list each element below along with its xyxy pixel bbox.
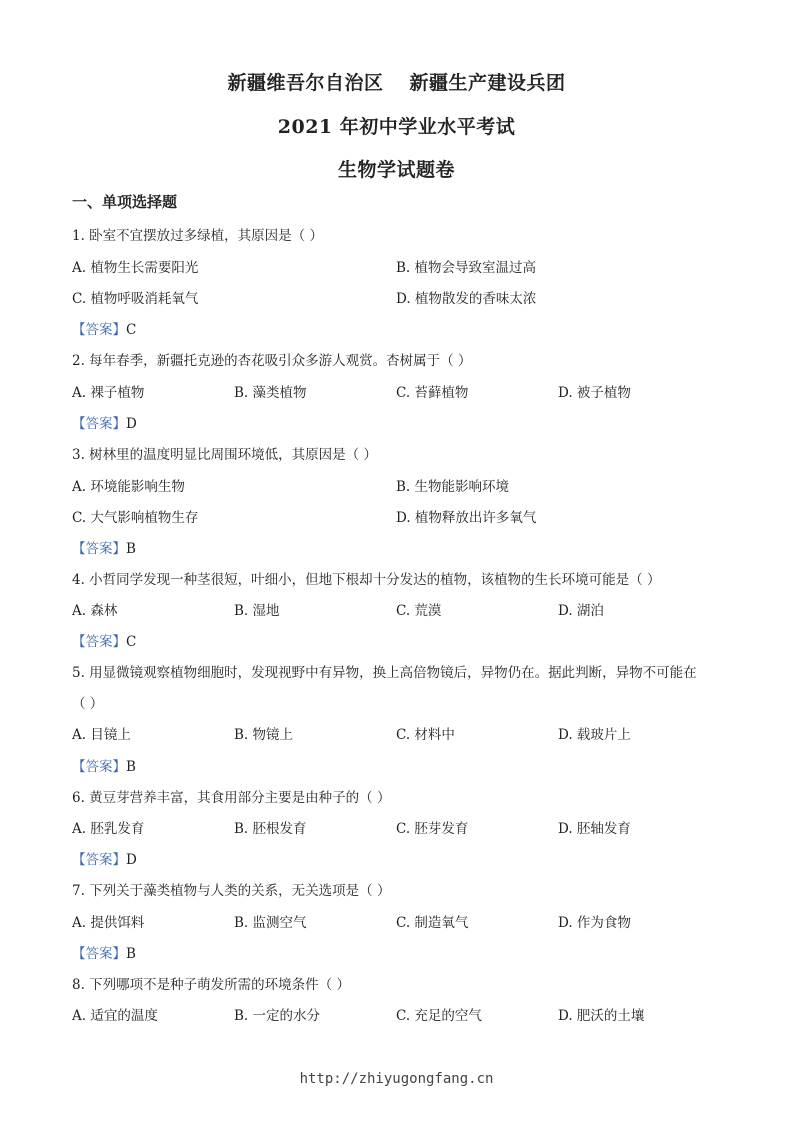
question-stem: 4. 小哲同学发现一种茎很短，叶细小，但地下根却十分发达的植物，该植物的生长环境可能是（ ） [72,572,661,588]
answer-line [72,755,136,775]
answer-tag: 【答案】 [72,946,126,962]
option-d: D. 载玻片上 [558,727,631,743]
question-stem: 2. 每年春季，新疆托克逊的杏花吸引众多游人观赏。杏树属于（ ） [72,353,472,369]
title-region [0,68,793,95]
option-c: C. 胚芽发育 [396,821,469,837]
option-c: C. 充足的空气 [396,1008,482,1024]
question-stem: 3. 树林里的温度明显比周围环境低，其原因是（ ） [72,447,377,463]
question-stem: 5. 用显微镜观察植物细胞时，发现视野中有异物，换上高倍物镜后，异物仍在。据此判断，异物不可能在 [72,665,697,681]
option-a: A. 环境能影响生物 [72,479,185,495]
option-d: D. 肥沃的土壤 [558,1008,645,1024]
answer-line [72,412,137,432]
option-d: D. 被子植物 [558,385,631,401]
option-a: A. 胚乳发育 [72,821,145,837]
question-stem: 1. 卧室不宜摆放过多绿植，其原因是（ ） [72,228,323,244]
option-b: B. 监测空气 [234,915,307,931]
option-a: A. 裸子植物 [72,385,145,401]
option-b: B. 湿地 [234,603,280,619]
option-d: D. 植物释放出许多氧气 [396,510,537,526]
answer-tag: 【答案】 [72,634,126,650]
answer-value: C [126,634,137,650]
question-stem: 6. 黄豆芽营养丰富，其食用部分主要是由种子的（ ） [72,790,391,806]
option-c: C. 荒漠 [396,603,442,619]
footer-url[interactable]: http://zhiyugongfang.cn [299,1071,494,1087]
option-c: C. 植物呼吸消耗氧气 [72,291,199,307]
option-a: A. 适宜的温度 [72,1008,158,1024]
option-a: A. 森林 [72,603,118,619]
answer-line [72,942,136,962]
option-a: A. 提供饵料 [72,915,145,931]
answer-value: C [126,322,137,338]
question-stem: 8. 下列哪项不是种子萌发所需的环境条件（ ） [72,977,350,993]
option-b: B. 植物会导致室温过高 [396,260,537,276]
title-subject: 生物学试题卷 [337,159,455,181]
option-d: D. 植物散发的香味太浓 [396,291,537,307]
answer-value: B [126,759,136,775]
answer-line [72,848,137,868]
option-c: C. 大气影响植物生存 [72,510,199,526]
answer-tag: 【答案】 [72,852,126,868]
option-c: C. 苔藓植物 [396,385,469,401]
option-b: B. 藻类植物 [234,385,307,401]
question-stem: 7. 下列关于藻类植物与人类的关系，无关选项是（ ） [72,883,391,899]
option-a: A. 植物生长需要阳光 [72,260,199,276]
answer-tag: 【答案】 [72,322,126,338]
section-heading: 一、单项选择题 [72,193,178,211]
title-region-a: 新疆维吾尔自治区 [227,72,384,94]
answer-line [72,630,136,650]
option-b: B. 物镜上 [234,727,294,743]
title-region-b: 新疆生产建设兵团 [409,72,566,94]
answer-value: B [126,946,136,962]
answer-value: D [126,416,137,432]
answer-tag: 【答案】 [72,541,126,557]
option-d: D. 作为食物 [558,915,631,931]
option-b: B. 生物能影响环境 [396,479,510,495]
answer-tag: 【答案】 [72,759,126,775]
option-a: A. 目镜上 [72,727,131,743]
option-b: B. 一定的水分 [234,1008,321,1024]
answer-value: B [126,541,136,557]
option-c: C. 制造氧气 [396,915,469,931]
option-d: D. 胚轴发育 [558,821,631,837]
answer-tag: 【答案】 [72,416,126,432]
option-c: C. 材料中 [396,727,455,743]
question-stem-continued: （ ） [72,696,104,712]
option-d: D. 湖泊 [558,603,604,619]
title-exam: 2021 年初中学业水平考试 [277,116,516,138]
answer-line [72,537,136,557]
answer-value: D [126,852,137,868]
option-b: B. 胚根发育 [234,821,307,837]
answer-line [72,318,136,338]
